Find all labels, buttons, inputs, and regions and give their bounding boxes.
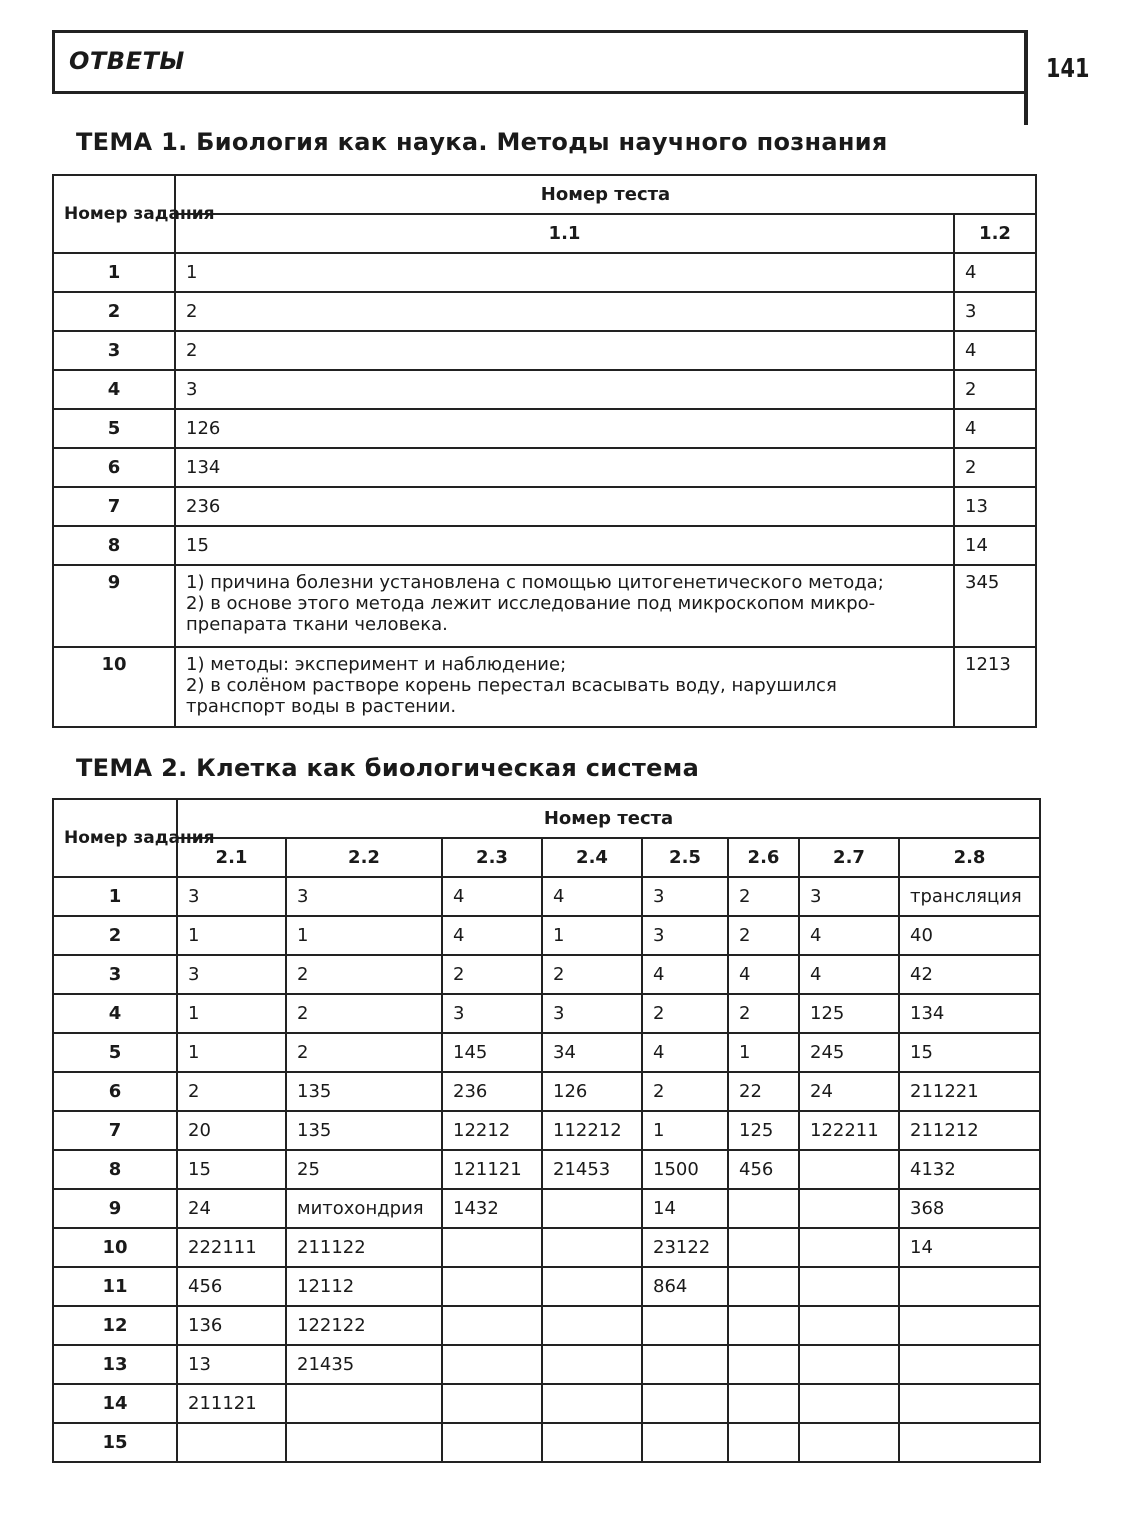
answer-cell: [728, 1267, 799, 1306]
answer-cell: 2: [442, 955, 542, 994]
answer-cell: [728, 1423, 799, 1462]
table-row: [53, 331, 1036, 370]
answer-cell: 2: [175, 292, 954, 331]
row-header: Номер задания: [53, 175, 175, 253]
answer-cell: 125: [728, 1111, 799, 1150]
answer-line: 2) в основе этого метода лежит исследование под микроскопом микро-: [186, 593, 876, 614]
answer-cell: 211221: [899, 1072, 1040, 1111]
table-row: [53, 487, 1036, 526]
answer-cell: 22: [728, 1072, 799, 1111]
answer-cell: 3: [954, 292, 1036, 331]
answer-cell: 12112: [286, 1267, 442, 1306]
answer-cell: 3: [442, 994, 542, 1033]
answer-cell: [799, 1423, 899, 1462]
answer-cell: 125: [799, 994, 899, 1033]
task-number: 2: [53, 916, 177, 955]
task-number: 7: [53, 1111, 177, 1150]
table-row: [53, 1306, 1040, 1345]
answer-cell: 2: [954, 370, 1036, 409]
answer-cell: 345: [954, 565, 1036, 647]
task-number: 10: [53, 647, 175, 727]
page-number: 141: [1046, 54, 1090, 84]
answer-cell: 3: [542, 994, 642, 1033]
answer-cell: [799, 1228, 899, 1267]
table-row: [53, 1384, 1040, 1423]
answer-cell: [728, 1189, 799, 1228]
task-number: 10: [53, 1228, 177, 1267]
task-number: 5: [53, 409, 175, 448]
table-row: [53, 1228, 1040, 1267]
table-row: [53, 647, 1036, 727]
row-header: Номер задания: [53, 799, 177, 877]
answer-cell: [177, 1423, 286, 1462]
table-row: [53, 1111, 1040, 1150]
task-number: 12: [53, 1306, 177, 1345]
section-header: [52, 30, 1028, 94]
table-row: [53, 1150, 1040, 1189]
answer-cell: 13: [177, 1345, 286, 1384]
column-header: 2.2: [286, 838, 442, 877]
answer-cell: 23122: [642, 1228, 728, 1267]
topic2-table: [52, 798, 1041, 1463]
answer-cell: 2: [175, 331, 954, 370]
group-header: Номер теста: [175, 175, 1036, 214]
answer-cell: [799, 1384, 899, 1423]
column-header: 1.1: [175, 214, 954, 253]
answer-cell: [642, 1384, 728, 1423]
column-header: 2.3: [442, 838, 542, 877]
answer-cell: 4: [728, 955, 799, 994]
answer-cell: 1: [728, 1033, 799, 1072]
answer-cell: 21435: [286, 1345, 442, 1384]
task-number: 7: [53, 487, 175, 526]
answer-cell: 145: [442, 1033, 542, 1072]
answer-cell: 2: [542, 955, 642, 994]
task-number: 13: [53, 1345, 177, 1384]
answer-line: препарата ткани человека.: [186, 614, 448, 635]
answer-cell: 864: [642, 1267, 728, 1306]
table-row: [53, 1072, 1040, 1111]
column-header: 2.1: [177, 838, 286, 877]
answer-cell: [542, 1306, 642, 1345]
answer-cell: 3: [177, 955, 286, 994]
group-header: Номер теста: [177, 799, 1040, 838]
answer-line: 2) в солёном растворе корень перестал всасывать воду, нарушился: [186, 675, 837, 696]
answer-cell: 20: [177, 1111, 286, 1150]
answer-cell: 14: [954, 526, 1036, 565]
answer-cell: 134: [175, 448, 954, 487]
table-row: [53, 877, 1040, 916]
answer-cell: 2: [642, 1072, 728, 1111]
answer-cell: трансляция: [899, 877, 1040, 916]
answer-cell: 24: [799, 1072, 899, 1111]
task-number: 9: [53, 1189, 177, 1228]
task-number: 9: [53, 565, 175, 647]
answer-cell: [728, 1306, 799, 1345]
table-row: [53, 565, 1036, 647]
task-number: 5: [53, 1033, 177, 1072]
section-title: ОТВЕТЫ: [69, 47, 185, 75]
answer-cell: [899, 1267, 1040, 1306]
answer-cell: 1: [177, 916, 286, 955]
header-divider: [1024, 91, 1028, 125]
answer-cell: [899, 1384, 1040, 1423]
answer-cell: [542, 1345, 642, 1384]
answer-cell: митохондрия: [286, 1189, 442, 1228]
answer-cell: [442, 1423, 542, 1462]
task-number: 1: [53, 253, 175, 292]
task-number: 2: [53, 292, 175, 331]
answer-cell: [175, 647, 954, 727]
answer-cell: 126: [542, 1072, 642, 1111]
answer-cell: [799, 1306, 899, 1345]
column-header: 2.4: [542, 838, 642, 877]
answer-cell: 245: [799, 1033, 899, 1072]
answer-cell: 15: [175, 526, 954, 565]
answer-cell: 222111: [177, 1228, 286, 1267]
answer-cell: 14: [899, 1228, 1040, 1267]
task-number: 4: [53, 994, 177, 1033]
answer-cell: 1: [542, 916, 642, 955]
answer-cell: 4: [442, 916, 542, 955]
task-number: 11: [53, 1267, 177, 1306]
answer-cell: 4: [954, 253, 1036, 292]
answer-cell: 1: [177, 994, 286, 1033]
column-header: 2.7: [799, 838, 899, 877]
answer-cell: 134: [899, 994, 1040, 1033]
task-number: 3: [53, 955, 177, 994]
answer-cell: 15: [899, 1033, 1040, 1072]
answer-cell: 40: [899, 916, 1040, 955]
answer-cell: [728, 1384, 799, 1423]
answer-cell: 4: [542, 877, 642, 916]
answer-cell: 4: [799, 955, 899, 994]
answer-line: 1) причина болезни установлена с помощью цитогенетического метода;: [186, 572, 884, 593]
answer-cell: 15: [177, 1150, 286, 1189]
task-number: 8: [53, 526, 175, 565]
answer-cell: 2: [728, 877, 799, 916]
answer-cell: 4: [642, 1033, 728, 1072]
table-row: [53, 370, 1036, 409]
answer-cell: 21453: [542, 1150, 642, 1189]
answer-cell: 1: [642, 1111, 728, 1150]
answer-cell: 4: [954, 331, 1036, 370]
answer-cell: [286, 1384, 442, 1423]
table-row: [53, 292, 1036, 331]
answer-cell: 236: [442, 1072, 542, 1111]
answer-cell: 2: [954, 448, 1036, 487]
task-number: 14: [53, 1384, 177, 1423]
task-number: 6: [53, 448, 175, 487]
answer-cell: 34: [542, 1033, 642, 1072]
table-row: [53, 1189, 1040, 1228]
answer-cell: 3: [642, 877, 728, 916]
table-row: [53, 1345, 1040, 1384]
answer-line: 1) методы: эксперимент и наблюдение;: [186, 654, 567, 675]
answer-line: транспорт воды в растении.: [186, 696, 457, 717]
answer-cell: [542, 1384, 642, 1423]
answer-cell: 12212: [442, 1111, 542, 1150]
table-row: [53, 253, 1036, 292]
answer-cell: 3: [799, 877, 899, 916]
table-row: [53, 409, 1036, 448]
answer-cell: 2: [286, 994, 442, 1033]
table-row: [53, 448, 1036, 487]
answer-cell: [799, 1267, 899, 1306]
answer-cell: [542, 1189, 642, 1228]
answer-cell: [442, 1345, 542, 1384]
topic1-title: ТЕМА 1. Биология как наука. Методы научного познания: [76, 128, 888, 156]
answer-cell: 1: [177, 1033, 286, 1072]
answer-cell: 1500: [642, 1150, 728, 1189]
answer-cell: 25: [286, 1150, 442, 1189]
answer-cell: 42: [899, 955, 1040, 994]
answer-cell: [899, 1306, 1040, 1345]
answer-cell: [175, 565, 954, 647]
answer-cell: 1213: [954, 647, 1036, 727]
table-row: [53, 994, 1040, 1033]
task-number: 8: [53, 1150, 177, 1189]
answer-cell: 3: [286, 877, 442, 916]
answer-cell: [642, 1306, 728, 1345]
answer-cell: [542, 1267, 642, 1306]
column-header: 2.6: [728, 838, 799, 877]
task-number: 1: [53, 877, 177, 916]
answer-cell: 211121: [177, 1384, 286, 1423]
answer-cell: 1432: [442, 1189, 542, 1228]
answer-cell: 2: [286, 955, 442, 994]
answer-cell: [442, 1228, 542, 1267]
answer-cell: 211212: [899, 1111, 1040, 1150]
answer-cell: 1: [286, 916, 442, 955]
answer-cell: [799, 1345, 899, 1384]
answer-cell: 135: [286, 1072, 442, 1111]
table-row: [53, 1267, 1040, 1306]
answer-cell: 4: [642, 955, 728, 994]
answer-cell: [542, 1423, 642, 1462]
answer-cell: 3: [642, 916, 728, 955]
answer-cell: [899, 1423, 1040, 1462]
column-header: 2.5: [642, 838, 728, 877]
task-number: 3: [53, 331, 175, 370]
table-row: [53, 1033, 1040, 1072]
answer-cell: 2: [728, 994, 799, 1033]
answer-cell: [642, 1423, 728, 1462]
answer-cell: 122122: [286, 1306, 442, 1345]
task-number: 6: [53, 1072, 177, 1111]
answer-cell: [286, 1423, 442, 1462]
answer-cell: [442, 1267, 542, 1306]
answer-cell: [728, 1228, 799, 1267]
answer-cell: 456: [177, 1267, 286, 1306]
answer-cell: 2: [177, 1072, 286, 1111]
answer-cell: [899, 1345, 1040, 1384]
answer-cell: 121121: [442, 1150, 542, 1189]
answer-cell: 3: [175, 370, 954, 409]
answer-cell: [728, 1345, 799, 1384]
answer-cell: 4: [954, 409, 1036, 448]
answer-cell: 456: [728, 1150, 799, 1189]
answer-cell: 13: [954, 487, 1036, 526]
topic1-table: [52, 174, 1037, 728]
table-row: [53, 526, 1036, 565]
answer-cell: 2: [642, 994, 728, 1033]
answer-cell: 3: [177, 877, 286, 916]
task-number: 4: [53, 370, 175, 409]
answer-cell: [799, 1189, 899, 1228]
answer-cell: [442, 1306, 542, 1345]
table-row: [53, 955, 1040, 994]
answer-cell: 135: [286, 1111, 442, 1150]
answer-cell: 126: [175, 409, 954, 448]
answer-cell: 2: [286, 1033, 442, 1072]
answer-cell: 112212: [542, 1111, 642, 1150]
answer-cell: 136: [177, 1306, 286, 1345]
column-header: 1.2: [954, 214, 1036, 253]
answer-cell: 122211: [799, 1111, 899, 1150]
topic2-title: ТЕМА 2. Клетка как биологическая система: [76, 754, 700, 782]
answer-cell: 368: [899, 1189, 1040, 1228]
answer-cell: 4: [442, 877, 542, 916]
answer-cell: 1: [175, 253, 954, 292]
answer-cell: 211122: [286, 1228, 442, 1267]
answer-cell: 14: [642, 1189, 728, 1228]
table-row: [53, 916, 1040, 955]
answer-cell: 24: [177, 1189, 286, 1228]
answer-cell: 4132: [899, 1150, 1040, 1189]
answer-cell: [542, 1228, 642, 1267]
answer-cell: 4: [799, 916, 899, 955]
task-number: 15: [53, 1423, 177, 1462]
answer-cell: 2: [728, 916, 799, 955]
answer-cell: 236: [175, 487, 954, 526]
answer-cell: [442, 1384, 542, 1423]
answer-cell: [642, 1345, 728, 1384]
answer-cell: [799, 1150, 899, 1189]
column-header: 2.8: [899, 838, 1040, 877]
table-row: [53, 1423, 1040, 1462]
